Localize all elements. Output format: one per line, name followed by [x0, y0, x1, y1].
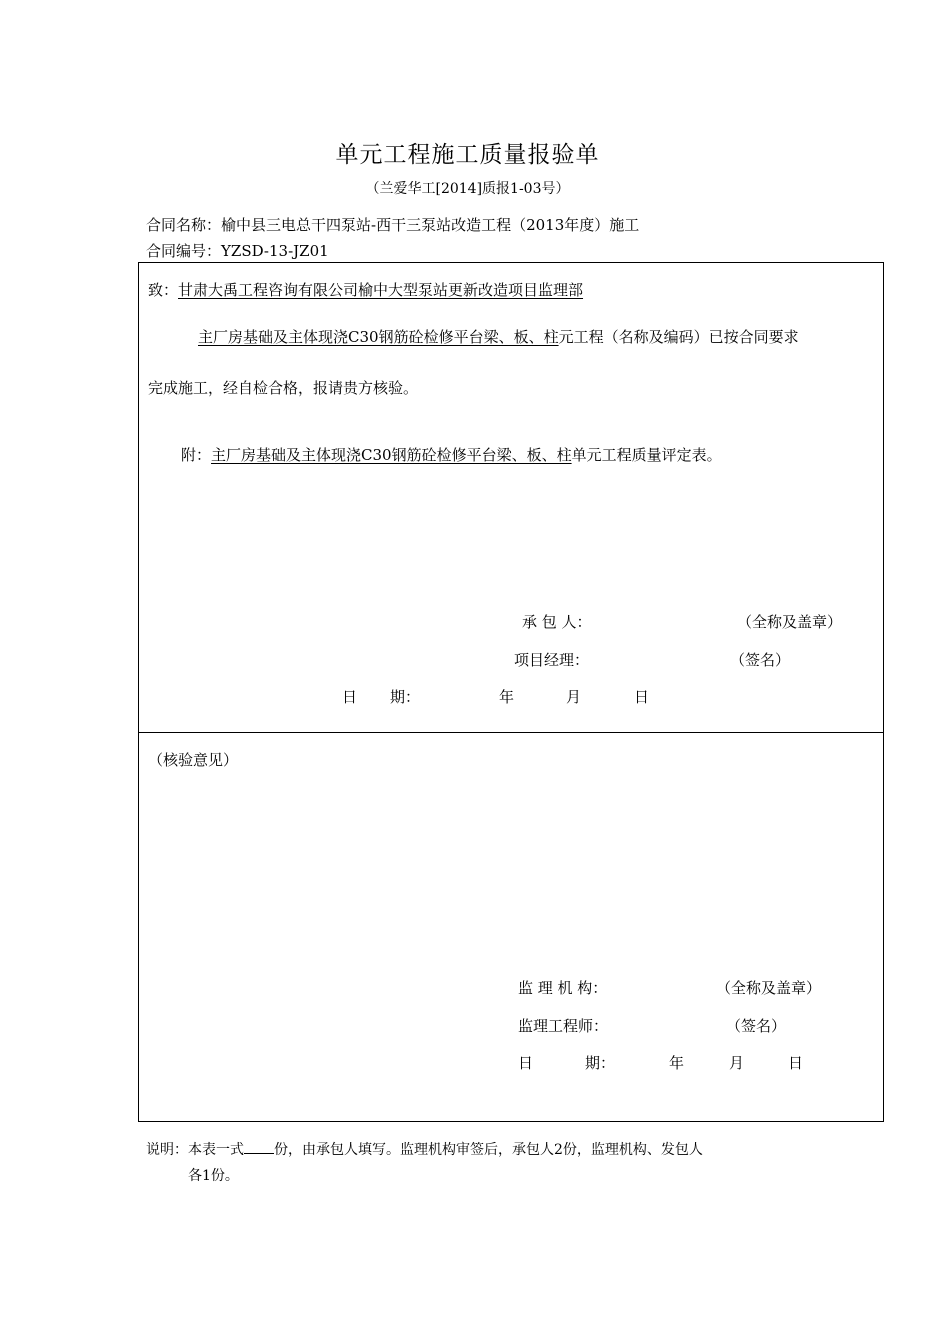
- contract-name-row: [146, 214, 639, 235]
- project-manager-sign-note: （签名）: [730, 651, 791, 669]
- contract-number-row: [146, 240, 329, 261]
- attachment-rest: 单元工程质量评定表。: [571, 446, 722, 464]
- submission-date-label-1: 日: [342, 688, 358, 706]
- copies-blank: [244, 1139, 274, 1154]
- review-section: [138, 732, 884, 1122]
- attachment-label: 附：: [181, 446, 212, 464]
- supervision-agency-label: 监 理 机 构：: [518, 979, 608, 997]
- supervision-agency-seal-note: （全称及盖章）: [716, 979, 822, 997]
- review-date-month: 月: [729, 1054, 745, 1072]
- footnote-suffix: 份，由承包人填写。监理机构审签后，承包人2份，监理机构、发包人: [274, 1142, 703, 1158]
- submission-body-line1: [198, 326, 799, 347]
- contract-number-value: YZSD-13-JZ01: [221, 242, 329, 260]
- submission-date-year: 年: [499, 688, 515, 706]
- footnote-line1: [146, 1139, 703, 1159]
- submission-date-label-2: 期：: [390, 688, 421, 706]
- submission-date-day: 日: [634, 688, 650, 706]
- contractor-label: 承 包 人：: [522, 613, 592, 631]
- unit-project-name: 主厂房基础及主体现浇C30钢筋砼检修平台梁、板、柱: [198, 328, 559, 346]
- submission-date-month: 月: [566, 688, 582, 706]
- review-heading: （核验意见）: [148, 751, 239, 769]
- contract-name-value: 榆中县三电总干四泵站-西干三泵站改造工程（2013年度）施工: [221, 216, 640, 234]
- document-number: （兰爱华工[2014]质报1-03号）: [365, 181, 570, 197]
- attachment-row: [181, 444, 722, 465]
- review-date-label-1: 日: [518, 1054, 534, 1072]
- addressee-label: 致：: [148, 281, 179, 299]
- contract-name-label: 合同名称：: [146, 216, 222, 234]
- review-date-label-2: 期：: [585, 1054, 616, 1072]
- page-title: 单元工程施工质量报验单: [335, 142, 600, 168]
- footnote-prefix: 说明：本表一式: [146, 1142, 244, 1158]
- project-manager-label: 项目经理：: [514, 651, 590, 669]
- contractor-seal-note: （全称及盖章）: [737, 613, 843, 631]
- contract-number-label: 合同编号：: [146, 242, 222, 260]
- submission-body-line2: 完成施工，经自检合格，报请贵方核验。: [148, 379, 419, 397]
- submission-body-rest: 元工程（名称及编码）已按合同要求: [558, 328, 799, 346]
- review-date-day: 日: [788, 1054, 804, 1072]
- addressee-row: [148, 279, 583, 300]
- review-date-year: 年: [669, 1054, 685, 1072]
- addressee-value: 甘肃大禹工程咨询有限公司榆中大型泵站更新改造项目监理部: [178, 281, 584, 299]
- supervising-engineer-sign-note: （签名）: [726, 1017, 787, 1035]
- supervising-engineer-label: 监理工程师：: [518, 1017, 609, 1035]
- footnote-line2: 各1份。: [188, 1168, 239, 1184]
- attachment-name: 主厂房基础及主体现浇C30钢筋砼检修平台梁、板、柱: [211, 446, 572, 464]
